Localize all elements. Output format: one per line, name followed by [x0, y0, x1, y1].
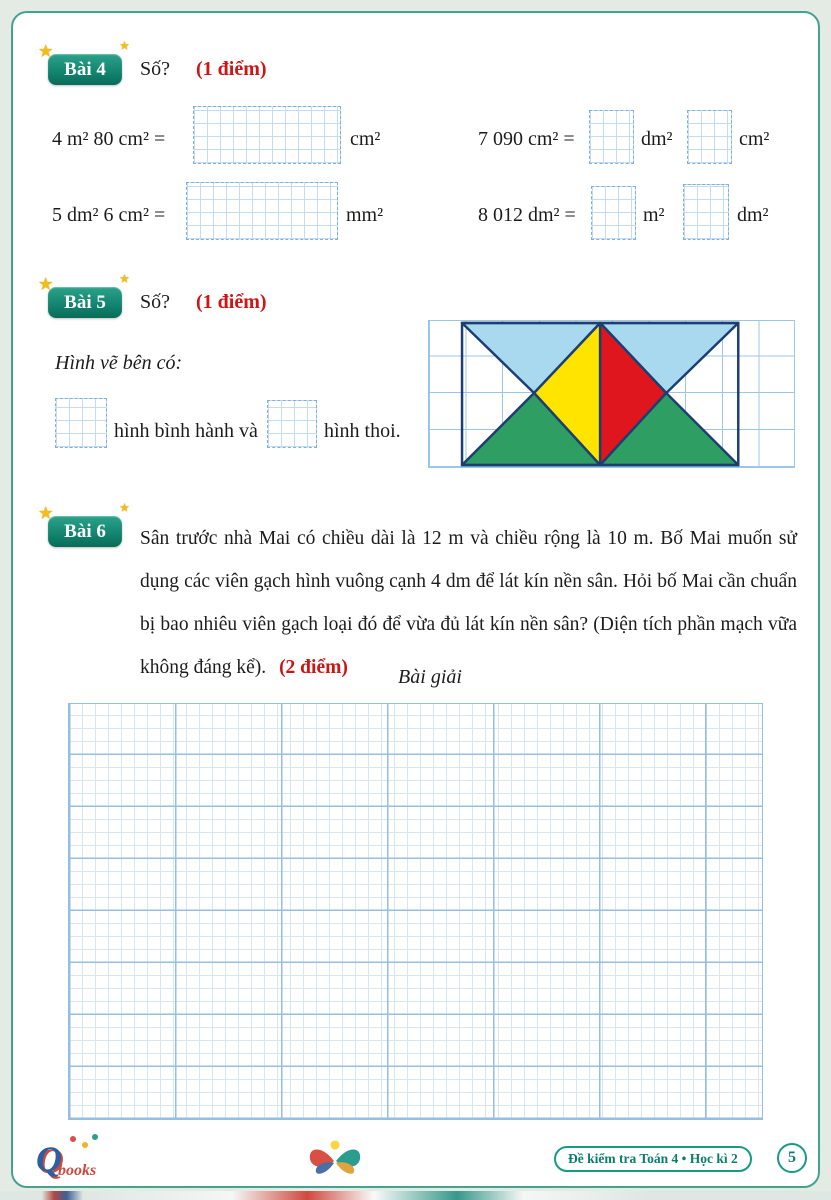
- answer-box[interactable]: [193, 106, 341, 164]
- exercise4-badge-label: Bài 4: [64, 58, 106, 80]
- star-icon: ★: [120, 41, 129, 52]
- star-icon: ★: [39, 44, 53, 60]
- conversion-label: 7 090 cm² =: [478, 128, 575, 150]
- exercise5-prompt: Số?: [140, 291, 170, 313]
- unit-label: dm²: [641, 128, 673, 150]
- conversion-label: 5 dm² 6 cm² =: [52, 204, 166, 226]
- unit-label: mm²: [346, 204, 384, 226]
- exercise6-score: (2 điểm): [279, 657, 348, 678]
- qbooks-logo: [32, 1132, 127, 1194]
- star-icon: ★: [39, 506, 53, 522]
- page-number-text: 5: [788, 1149, 796, 1166]
- geometry-figure: [428, 320, 795, 468]
- exercise4-prompt: Số?: [140, 58, 170, 80]
- answer-box[interactable]: [186, 182, 338, 240]
- exercise4-badge: [39, 41, 129, 85]
- answer-box[interactable]: [589, 110, 634, 164]
- exercise5-badge: [39, 274, 129, 318]
- unit-label: cm²: [739, 128, 770, 150]
- answer-box[interactable]: [55, 398, 107, 448]
- solution-answer-grid[interactable]: [68, 703, 763, 1120]
- exercise6-problem: [140, 517, 797, 689]
- answer-box[interactable]: [591, 186, 636, 240]
- page-number: [777, 1143, 807, 1173]
- solution-heading: Bài giải: [398, 666, 462, 688]
- star-icon: ★: [120, 274, 129, 285]
- fill-label: hình thoi.: [324, 420, 401, 442]
- qbooks-logo-books: books: [58, 1162, 97, 1179]
- unit-label: cm²: [350, 128, 381, 150]
- page-edge-decoration: [0, 1191, 831, 1200]
- qbooks-logo-q: Q: [36, 1139, 62, 1179]
- series-label-text: Đề kiểm tra Toán 4 • Học kì 2: [568, 1151, 738, 1166]
- logo-dot: [82, 1142, 88, 1148]
- exercise6-badge-label: Bài 6: [64, 520, 106, 542]
- logo-dot: [70, 1136, 76, 1142]
- butterfly-logo-svg: [300, 1138, 370, 1182]
- answer-box[interactable]: [687, 110, 732, 164]
- answer-box[interactable]: [267, 400, 317, 448]
- exercise4-score: (1 điểm): [196, 58, 267, 80]
- geometry-figure-svg: [429, 321, 794, 467]
- fill-label: hình bình hành và: [114, 420, 258, 442]
- series-label: [554, 1146, 752, 1172]
- conversion-label: 4 m² 80 cm² =: [52, 128, 166, 150]
- star-icon: ★: [120, 503, 129, 514]
- exercise6-problem-text: Sân trước nhà Mai có chiều dài là 12 m và chiều rộng là 10 m. Bố Mai muốn sử dụng các viên gạch hình vuông cạnh 4 dm để lát kín nền sân. Hỏi bố Mai cần chuẩn bị bao nhiêu viên gạch loại đó để vừa đủ lát kín nền sân? (Diện tích phần mạch vữa không đáng kể).: [140, 528, 797, 678]
- conversion-label: 8 012 dm² =: [478, 204, 576, 226]
- star-icon: ★: [39, 277, 53, 293]
- unit-label: dm²: [737, 204, 769, 226]
- unit-label: m²: [643, 204, 665, 226]
- logo-dot: [92, 1134, 98, 1140]
- butterfly-logo: [300, 1138, 370, 1182]
- exercise5-caption: Hình vẽ bên có:: [55, 352, 183, 374]
- exercise6-badge: [39, 503, 129, 547]
- exercise5-badge-label: Bài 5: [64, 291, 106, 313]
- exercise5-score: (1 điểm): [196, 291, 267, 313]
- answer-box[interactable]: [683, 184, 729, 240]
